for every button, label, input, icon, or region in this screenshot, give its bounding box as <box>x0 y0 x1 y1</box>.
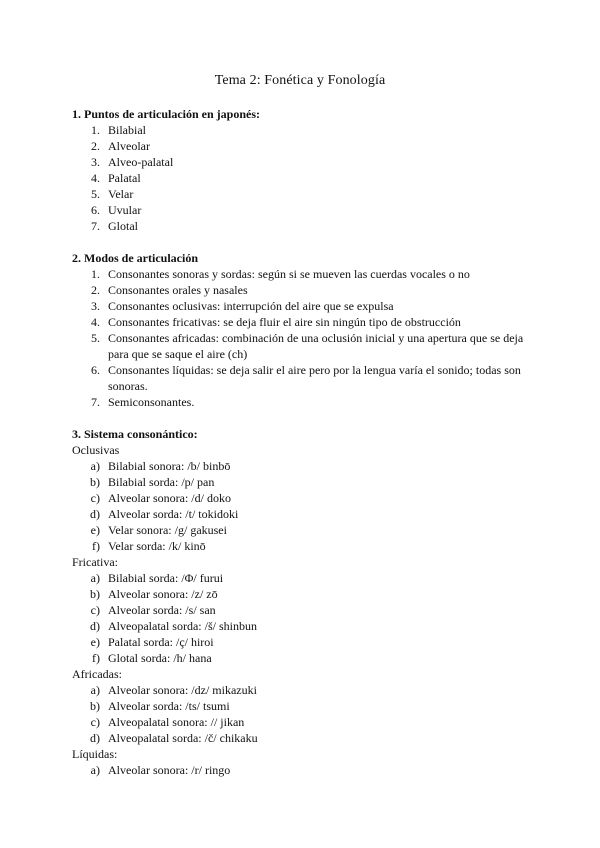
list-letter: d) <box>90 731 100 745</box>
list-number: 1. <box>91 123 100 137</box>
list-number: 6. <box>91 363 100 377</box>
list-number: 2. <box>91 283 100 297</box>
list-number: 3. <box>91 155 100 169</box>
section-2-heading: 2. Modos de articulación <box>72 251 198 265</box>
list-number: 5. <box>91 187 100 201</box>
list-item <box>72 522 532 538</box>
list-item <box>72 282 532 298</box>
list-item-text: Consonantes fricativas: se deja fluir el aire sin ningún tipo de obstrucción <box>108 315 461 329</box>
list-item <box>72 474 532 490</box>
list-item-text: Consonantes sonoras y sordas: según si se mueven las cuerdas vocales o no <box>108 267 470 281</box>
list-letter: d) <box>90 507 100 521</box>
list-item <box>72 266 532 282</box>
articulation-points-list <box>72 122 532 234</box>
list-item-text: Alveopalatal sonora: // jikan <box>108 715 245 729</box>
list-item-text: Palatal sorda: /ç/ hiroi <box>108 635 214 649</box>
list-item <box>72 506 532 522</box>
list-letter: b) <box>90 699 100 713</box>
list-number: 2. <box>91 139 100 153</box>
list-item-text: Bilabial sorda: /Φ/ furui <box>108 571 224 585</box>
list-item-text: Bilabial sonora: /b/ binbō <box>108 459 231 473</box>
list-letter: f) <box>92 539 100 553</box>
list-number: 6. <box>91 203 100 217</box>
list-item-text: Semiconsonantes. <box>108 395 195 409</box>
list-letter: c) <box>90 603 100 617</box>
list-item <box>72 122 532 138</box>
list-item-text: Bilabial <box>108 123 146 137</box>
list-item <box>72 762 532 778</box>
list-item-text: Glotal <box>108 219 138 233</box>
list-item <box>72 730 532 746</box>
list-item-text: Velar sorda: /k/ kinō <box>108 539 206 553</box>
oclusivas-list <box>72 458 532 554</box>
list-item <box>72 634 532 650</box>
list-item-text: Velar <box>108 187 134 201</box>
list-item-text: Alveolar sonora: /d/ doko <box>108 491 231 505</box>
list-item-text: Alveolar sorda: /ts/ tsumi <box>108 699 230 713</box>
list-item <box>72 538 532 554</box>
list-item <box>72 570 532 586</box>
list-letter: a) <box>90 571 100 585</box>
list-letter: c) <box>90 491 100 505</box>
list-item-text: Alveolar sonora: /dz/ mikazuki <box>108 683 257 697</box>
list-letter: a) <box>90 459 100 473</box>
group-label-liquidas: Líquidas: <box>72 747 118 761</box>
list-letter: e) <box>90 523 100 537</box>
list-item-text: Consonantes oclusivas: interrupción del aire que se expulsa <box>108 299 394 313</box>
list-item <box>72 394 532 410</box>
list-item <box>72 154 532 170</box>
list-item <box>72 202 532 218</box>
list-item <box>72 170 532 186</box>
list-item <box>72 586 532 602</box>
list-letter: e) <box>90 635 100 649</box>
list-letter: c) <box>90 715 100 729</box>
list-item-text: Palatal <box>108 171 141 185</box>
list-number: 7. <box>91 219 100 233</box>
list-letter: d) <box>90 619 100 633</box>
list-item-text: Glotal sorda: /h/ hana <box>108 651 212 665</box>
africadas-list <box>72 682 532 746</box>
list-number: 7. <box>91 395 100 409</box>
list-letter: b) <box>90 587 100 601</box>
list-number: 4. <box>91 171 100 185</box>
list-item-text: Alveolar sonora: /z/ zō <box>108 587 218 601</box>
list-item-text: Alveo-palatal <box>108 155 174 169</box>
list-item <box>72 698 532 714</box>
list-item-text: Alveolar <box>108 139 150 153</box>
list-item <box>72 714 532 730</box>
fricativa-list <box>72 570 532 666</box>
group-label-fricativa: Fricativa: <box>72 555 118 569</box>
list-item <box>72 186 532 202</box>
document-title: Tema 2: Fonética y Fonología <box>214 73 386 88</box>
list-item <box>72 362 532 394</box>
list-letter: a) <box>90 763 100 777</box>
list-number: 1. <box>91 267 100 281</box>
group-label-africadas: Africadas: <box>72 667 122 681</box>
list-number: 4. <box>91 315 100 329</box>
list-letter: a) <box>90 683 100 697</box>
list-item <box>72 650 532 666</box>
list-item-text: Uvular <box>108 203 142 217</box>
list-item-text: Consonantes líquidas: se deja salir el aire pero por la lengua varía el sonido; todas son sonoras. <box>108 363 521 393</box>
list-number: 5. <box>91 331 100 345</box>
list-item <box>72 314 532 330</box>
group-label-oclusivas: Oclusivas <box>72 443 120 457</box>
list-letter: f) <box>92 651 100 665</box>
list-item-text: Consonantes africadas: combinación de una oclusión inicial y una apertura que se deja para que se saque el aire (ch) <box>108 331 524 361</box>
list-item-text: Consonantes orales y nasales <box>108 283 248 297</box>
section-3-heading: 3. Sistema consonántico: <box>72 427 198 441</box>
list-item-text: Alveolar sorda: /s/ san <box>108 603 216 617</box>
list-letter: b) <box>90 475 100 489</box>
list-item <box>72 618 532 634</box>
articulation-modes-list <box>72 266 532 410</box>
list-item <box>72 218 532 234</box>
section-1-heading: 1. Puntos de articulación en japonés: <box>72 107 261 121</box>
list-number: 3. <box>91 299 100 313</box>
list-item <box>72 298 532 314</box>
list-item <box>72 490 532 506</box>
list-item-text: Alveopalatal sorda: /š/ shinbun <box>108 619 257 633</box>
list-item <box>72 138 532 154</box>
list-item-text: Velar sonora: /g/ gakusei <box>108 523 227 537</box>
list-item-text: Bilabial sorda: /p/ pan <box>108 475 215 489</box>
list-item <box>72 458 532 474</box>
list-item <box>72 602 532 618</box>
liquidas-list <box>72 762 532 778</box>
list-item-text: Alveopalatal sorda: /č/ chikaku <box>108 731 258 745</box>
list-item-text: Alveolar sorda: /t/ tokidoki <box>108 507 239 521</box>
list-item <box>72 330 532 362</box>
list-item <box>72 682 532 698</box>
list-item-text: Alveolar sonora: /r/ ringo <box>108 763 231 777</box>
